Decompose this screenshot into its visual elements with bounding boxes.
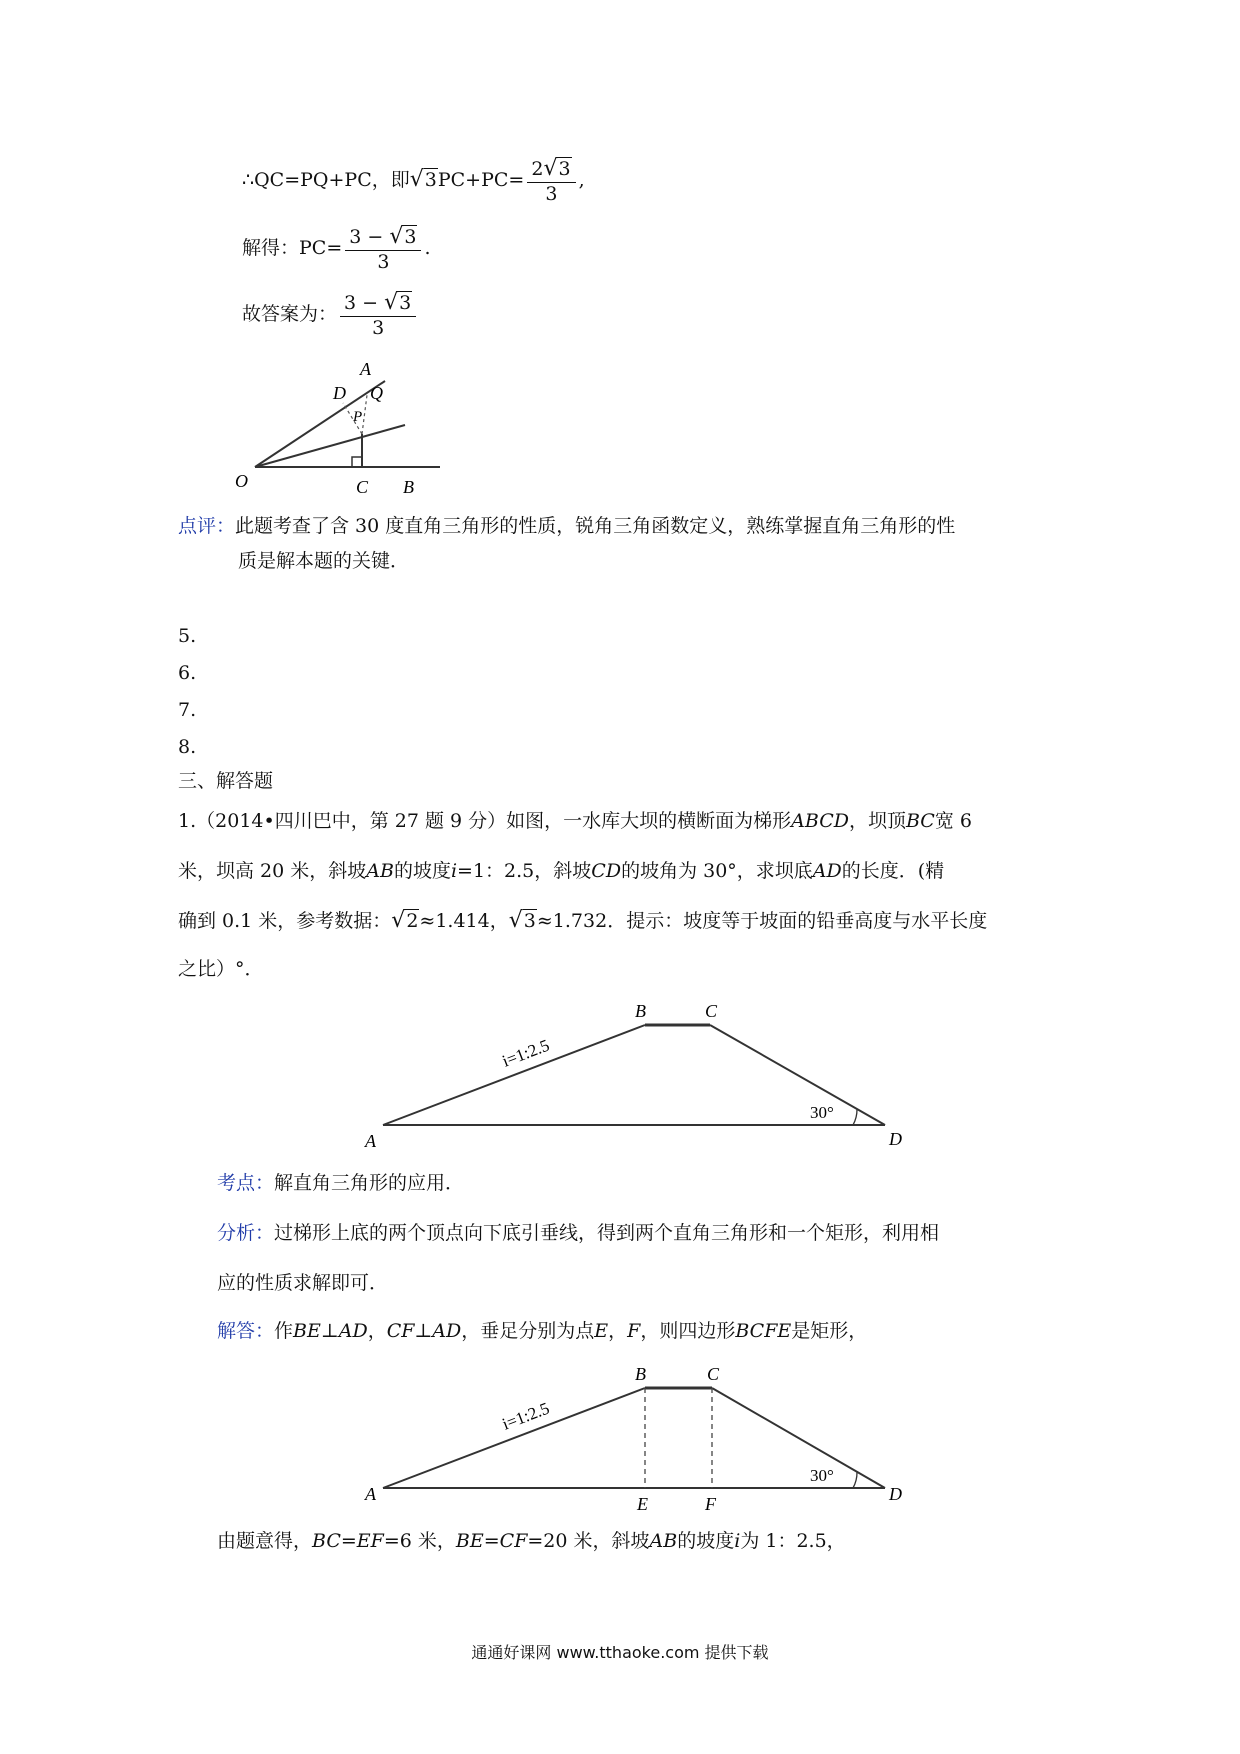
problem-line-2: 米，坝高 20 米，斜坡AB的坡度i=1：2.5，斜坡CD的坡角为 30°，求坝底AD的长度．(精 [178, 860, 945, 882]
given-line: 由题意得，BC=EF=6 米，BE=CF=20 米，斜坡AB的坡度i为 1：2.5， [217, 1530, 846, 1552]
label-a: A [360, 359, 371, 379]
label-c: C [356, 477, 369, 497]
label-p: P [353, 409, 363, 425]
solution-line-qc: ∴QC=PQ+PC，即√3PC+PC= $\frac{2√3}{3}$ , [242, 156, 585, 205]
comment-line-2: 质是解本题的关键． [238, 550, 410, 572]
label-d: D [889, 1129, 902, 1149]
segment-pq [362, 395, 367, 434]
fraction: $\frac{3 - √3}{3}$ [340, 292, 416, 338]
section-heading: 三、解答题 [178, 770, 274, 792]
item-6: 6. [178, 662, 197, 684]
angle-label: 30° [810, 1103, 834, 1122]
segment-ab [383, 1025, 645, 1125]
label-e: E [637, 1494, 648, 1514]
fenxi-line-1: 分析：过梯形上底的两个顶点向下底引垂线，得到两个直角三角形和一个矩形，利用相 [217, 1222, 940, 1244]
label-c: C [707, 1364, 720, 1384]
label-f: F [705, 1494, 716, 1514]
solution-line-answer: 故答案为： $\frac{3 - √3}{3}$ [242, 292, 419, 338]
item-5: 5. [178, 625, 197, 647]
kaodian-label: 考点： [217, 1172, 275, 1194]
slope-label: i=1:2.5 [499, 1398, 552, 1434]
segment-cd [710, 1025, 885, 1125]
segment-cd [712, 1388, 885, 1488]
bisector-op [255, 425, 405, 467]
right-angle-mark [352, 457, 362, 467]
comment-line-1: 点评：此题考查了含 30 度直角三角形的性质，锐角三角函数定义，熟练掌握直角三角形的性 [178, 515, 956, 537]
problem-line-4: 之比）°． [178, 958, 264, 980]
ray-oa [255, 381, 385, 467]
angle-label: 30° [810, 1466, 834, 1485]
label-q: Q [370, 383, 383, 403]
label-d: D [889, 1484, 902, 1504]
label-d: D [333, 383, 346, 403]
trapezoid-figure-with-heights [355, 1348, 925, 1518]
item-7: 7. [178, 699, 197, 721]
problem-line-3: 确到 0.1 米，参考数据：√2≈1.414，√3≈1.732．提示：坡度等于坡面的铅垂高度与水平长度 [178, 908, 988, 933]
page-footer: 通通好课网 www.tthaoke.com 提供下载 [471, 1643, 769, 1662]
angle-arc [853, 1109, 857, 1125]
kaodian-line: 考点：解直角三角形的应用． [217, 1172, 465, 1194]
angle-figure [225, 355, 455, 500]
slope-label: i=1:2.5 [499, 1035, 552, 1071]
segment-ab [383, 1388, 645, 1488]
solution-line-pc: 解得：PC= $\frac{3 - √3}{3}$ . [242, 224, 431, 273]
label-a: A [365, 1131, 376, 1151]
label-b: B [403, 477, 414, 497]
problem-line-1: 1.（2014•四川巴中，第 27 题 9 分）如图，一水库大坝的横断面为梯形ABCD，坝顶BC宽 6 [178, 810, 972, 832]
fenxi-label: 分析： [217, 1222, 275, 1244]
label-c: C [705, 1001, 718, 1021]
jieda-line: 解答：作BE⊥AD，CF⊥AD，垂足分别为点E，F，则四边形BCFE是矩形， [217, 1320, 868, 1342]
jieda-label: 解答： [217, 1320, 275, 1342]
item-8: 8. [178, 736, 197, 758]
comment-label: 点评： [178, 515, 236, 537]
trapezoid-figure [355, 995, 925, 1155]
fraction: $\frac{3 - √3}{3}$ [345, 226, 421, 272]
label-o: O [235, 471, 248, 491]
angle-arc [853, 1472, 857, 1488]
label-a: A [365, 1484, 376, 1504]
label-b: B [635, 1001, 646, 1021]
label-b: B [635, 1364, 646, 1384]
fenxi-line-2: 应的性质求解即可． [217, 1272, 389, 1294]
fraction: $\frac{2√3}{3}$ [527, 158, 575, 204]
